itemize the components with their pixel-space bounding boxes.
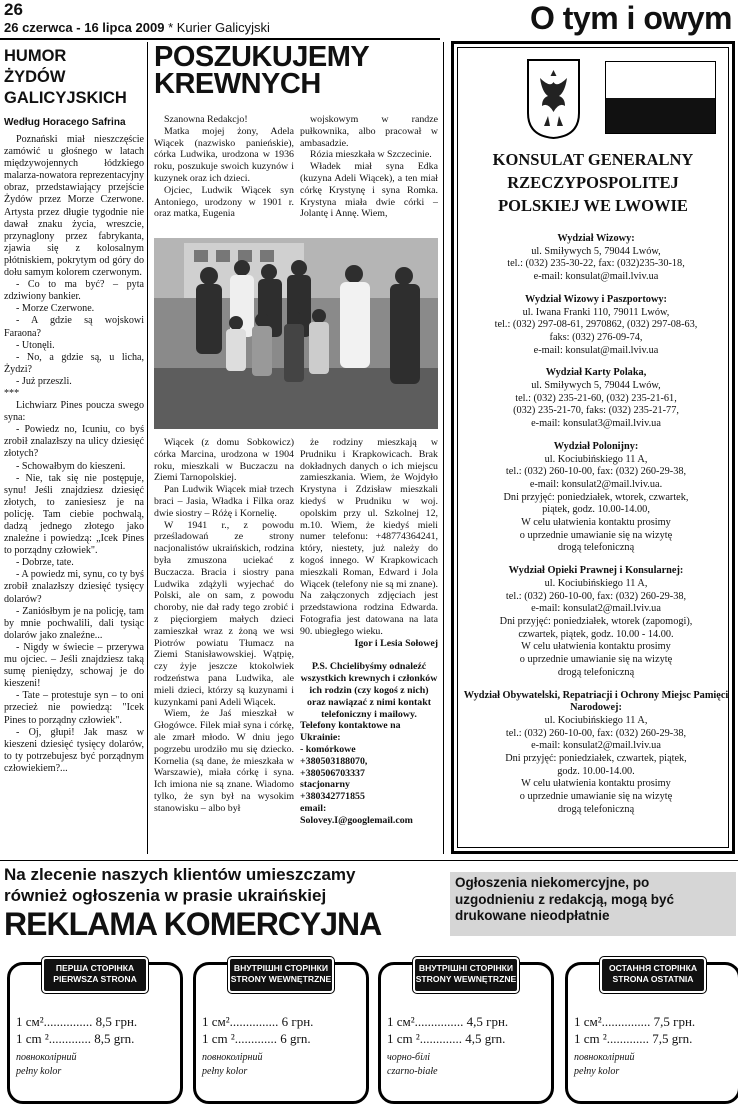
department-line: Dni przyjęć: poniedziałek, czwartek, piątek, [505, 753, 687, 765]
contact-landline-label: stacjonarny [300, 779, 350, 791]
price-card-tab-ua: ВНУТРІШНІ СТОРІНКИ [233, 963, 329, 973]
price-card-tab [42, 957, 148, 993]
department-line: Dni przyjęć: poniedziałek, wtorek, czwartek, [503, 491, 689, 503]
price-card-tab-pl: STRONY WEWNĘTRZNE [230, 974, 332, 984]
article-paragraph: W 1941 r., z powodu prześladowań ze strony nacjonalistów ukraińskich, rodzina była zmuszona uciekać z Buczacza. Bracia i siostry pana Ludwika zdążyli wyjechać do Polski, ale on sam, z powodu choroby, nie dał rady tego zrobić i z pięciorgiem małych dzieci zamieszkał wraz z żoną we wsi Piotrów powiatu Tłumacz na Ziemi Stanisławowskiej. Wątpię, czy żyje jeszcze ktokolwiek rodzeństwa pana Ludwika, ale mieli dzieci, którzy są kuzynami i kuzynkami pani Adeli Wiącek. [154, 519, 294, 708]
department-heading: Wydział Obywatelski, Repatriacji i Ochrony Miejsc Pamięci Narodowej: [463, 689, 729, 714]
article-title-line: KREWNYCH [154, 68, 321, 100]
issue-line [4, 20, 270, 35]
humor-paragraph: Lichwiarz Pines poucza swego syna: [4, 400, 144, 424]
department-line: ul. Kociubińskiego 11 A, [544, 453, 648, 465]
consulate-department [462, 690, 730, 817]
page-number: 26 [4, 0, 23, 19]
price-card-prices [574, 1013, 732, 1047]
department-line: Dni przyjęć: poniedziałek, wtorek (zapomogi), [499, 615, 693, 627]
col2-bottom-text [300, 437, 438, 638]
contact-email-label: email: [300, 802, 327, 814]
polish-eagle-emblem-icon [526, 58, 581, 140]
contact-mobile-label: - komórkowe [300, 743, 356, 755]
price-pl: 1 cm ²............. 6 grn. [202, 1031, 311, 1046]
ad-intro-line: również ogłoszenia w prasie ukraińskiej [4, 886, 327, 905]
price-pl: 1 cm ²............. 8,5 grn. [16, 1031, 135, 1046]
department-heading: Wydział Polonijny: [553, 440, 639, 452]
humor-paragraph: - Już przeszli. [16, 375, 72, 387]
humor-paragraph: - Morze Czerwone. [16, 303, 95, 315]
department-line: e-mail: konsulat2@mail.lviv.ua [531, 740, 661, 752]
price-card-note [387, 1051, 438, 1079]
humor-title [4, 46, 144, 109]
note-pl: pełny kolor [16, 1066, 62, 1077]
price-ua: 1 см²............... 6 грн. [202, 1014, 314, 1029]
humor-paragraph: - No, a gdzie są, u licha, Żydzi? [4, 351, 144, 375]
price-card [378, 962, 554, 1104]
consulate-box [451, 41, 735, 854]
price-card-tab [228, 957, 334, 993]
contact-mobile-2: +380506703337 [300, 767, 365, 779]
department-line: godz. 10.00-14.00. [557, 765, 635, 777]
price-card-prices [387, 1013, 545, 1047]
ad-intro [4, 864, 355, 906]
price-card-tab-pl: STRONA OSTATNIA [612, 974, 694, 984]
humor-paragraph: - Utonęli. [16, 339, 55, 351]
note-pl: czarno-białe [387, 1066, 438, 1077]
department-line: o uprzednie umawianie się na wizytę [519, 529, 673, 541]
article-paragraph: że rodziny mieszkają w Prudniku i Krapkowicach. Brak dokładnych danych o ich miejscu zamieszkania. Wiem, że Wojdyło Krystyna i Zdzisław mieszkali kiedyś w Prudniku w woj. opolskim przy ul. Szkolnej 12, m.10. Wiem, że kiedyś mieli numer telefonu: +48774364241, który, niestety, już należy do kogoś innego. W Krapkowicach mieszkali Roman, Edward i Jola Wiącek (telefony nie są mi znane). Na załączonych zdjęciach jest przedstawiona rodzina Edwarda. Fotografia jest datowana na lata 90. ubiegłego wieku. [300, 437, 438, 637]
article-paragraph: Szanowna Redakcjo! [164, 114, 248, 125]
issue-dates: 26 czerwca - 16 lipca 2009 [4, 20, 165, 35]
department-line: tel.: (032) 260-10-00, fax: (032) 260-29-38, [505, 590, 687, 602]
department-line: ul. Kociubińskiego 11 A, [544, 577, 648, 589]
price-ua: 1 см²............... 4,5 грн. [387, 1014, 509, 1029]
note-ua: повноколірний [574, 1052, 635, 1063]
department-line: e-mail: konsulat@mail.lviv.ua [533, 271, 659, 283]
department-line: o uprzednie umawianie się na wizytę [519, 654, 673, 666]
noncommercial-notice: Ogłoszenia niekomercyjne, po uzgodnieniu z redakcją, mogą być drukowane nieodpłatnie [450, 872, 736, 936]
note-ua: повноколірний [202, 1052, 263, 1063]
column-divider [147, 42, 148, 854]
department-line: czwartek, piątek, godz. 10.00 - 14.00. [518, 628, 674, 640]
price-card-note [574, 1051, 634, 1079]
article-col2-top [300, 114, 438, 220]
price-card-tab [600, 957, 706, 993]
humor-paragraph: - Co to ma być? – pyta zdziwiony bankier. [4, 279, 144, 303]
price-card-tab-ua: ОСТАННЯ СТОРІНКА [608, 963, 698, 973]
publication-name: * Kurier Galicyjski [164, 20, 270, 35]
family-photo-image [154, 238, 438, 429]
department-line: drogą telefoniczną [557, 542, 635, 554]
humor-text [4, 134, 144, 775]
humor-paragraph: - Oj, głupi! Jak masz w kieszeni dziesięć tysięcy dolarów, to ty potrzebujesz być porządnym człowiekiem?... [4, 726, 144, 774]
price-card-prices [202, 1013, 360, 1047]
consulate-inner-frame [457, 47, 729, 848]
note-pl: pełny kolor [202, 1066, 248, 1077]
contact-landline: +380342771855 [300, 791, 365, 803]
humor-column [4, 46, 144, 775]
price-card [7, 962, 183, 1104]
article-paragraph: Ojciec, Ludwik Wiącek syn Antoniego, urodzony w 1901 r. oraz matka, Eugenia [154, 184, 294, 220]
department-line: ul. Iwana Franki 110, 79011 Lwów, [522, 306, 670, 318]
section-title: O tym i owym [529, 0, 732, 36]
price-pl: 1 cm ²............. 4,5 grn. [387, 1031, 506, 1046]
humor-title-line: HUMOR [4, 47, 67, 65]
department-line: drogą telefoniczną [557, 666, 635, 678]
consulate-title [458, 148, 728, 217]
price-card-tab [413, 957, 519, 993]
note-ua: повноколірний [16, 1052, 77, 1063]
humor-paragraph: - Tate – protestuje syn – to oni przecież nie powiedzą: "Icek Pines to porządny człowiek". [4, 690, 144, 726]
price-ua: 1 см²............... 8,5 грн. [16, 1014, 138, 1029]
article-title-line: POSZUKUJEMY [154, 41, 370, 73]
consulate-department [462, 565, 730, 679]
article-paragraph: Pan Ludwik Wiącek miał trzech braci – Jasia, Władka i Filka oraz dwie siostry – Różę i Kornelię. [154, 484, 294, 519]
consulate-title-line: KONSULAT GENERALNY [492, 150, 694, 169]
consulate-department [462, 294, 730, 358]
price-card-note [202, 1051, 262, 1079]
consulate-department [462, 441, 730, 555]
article-col2-bottom [300, 437, 438, 827]
price-card-tab-pl: STRONY WEWNĘTRZNE [415, 974, 517, 984]
article-paragraph: wojskowym w randze pułkownika, albo pracował w ambasadzie. [300, 114, 438, 149]
department-line: W celu ułatwienia kontaktu prosimy [521, 517, 671, 529]
article-title [154, 41, 370, 100]
department-line: tel.: (032) 235-30-22, fax: (032)235-30-18, [507, 258, 685, 270]
consulate-department [462, 233, 730, 284]
department-heading: Wydział Wizowy: [557, 233, 635, 244]
price-card-tab-ua: ВНУТРІШНІ СТОРІНКИ [418, 963, 514, 973]
humor-paragraph: - Nigdy w świecie – przerywa mu ojciec. – Jeśli znajdziesz taką sumę pieniędzy, schowaj je do kieszeni! [4, 641, 144, 690]
article-paragraph: Rózia mieszkała w Szczecinie. [310, 149, 432, 161]
price-card-prices [16, 1013, 174, 1047]
humor-paragraph: - A gdzie są wojskowi Faraona? [4, 315, 144, 339]
ad-intro-line: Na zlecenie naszych klientów umieszczamy [4, 865, 356, 884]
article-ps: P.S. Chcielibyśmy odnaleźć wszystkich krewnych i członków ich rodzin (czy kogoś z nich) oraz nawiązać z nimi kontakt telefoniczny i mailowy. [300, 661, 438, 720]
price-ua: 1 см²............... 7,5 грн. [574, 1014, 696, 1029]
price-card [565, 962, 738, 1104]
department-line: ul. Kociubińskiego 11 A, [544, 714, 648, 726]
department-line: (032) 235-21-70, faks: (032) 235-21-77, [513, 405, 679, 417]
price-card-tab-ua: ПЕРША СТОРІНКА [55, 963, 135, 973]
article-paragraph: Matka mojej żony, Adela Wiącek (nazwisko panieńskie), córka Ludwika, urodzona w 1936 roku, poszukuje swoich kuzynów i kuzynek oraz ich dzieci. [154, 125, 294, 184]
department-line: ul. Smiływych 5, 79044 Lwów, [531, 380, 661, 392]
humor-paragraph: - Powiedz no, Icuniu, co byś zrobił znalazłszy na ulicy dziesięć złotych? [4, 424, 144, 460]
price-card-tab-pl: PIERWSZA STRONA [53, 974, 137, 984]
department-line: piątek, godz. 10.00-14.00, [542, 504, 650, 516]
humor-byline: Według Horacego Safrina [4, 117, 126, 128]
article-col1-top [154, 114, 294, 220]
humor-paragraph: - Dobrze, tate. [16, 557, 74, 569]
department-heading: Wydział Karty Polaka, [545, 367, 647, 379]
price-card [193, 962, 369, 1104]
humor-paragraph: Poznański miał nieszczęście zamówić u głośnego w latach międzywojennych łódzkiego malarza-nowatora reprezentacyjny obraz, przedstawiający przejście Żydów przez Morze Czerwone. Artysta przez długie tygodnie nie dawał znaku życia, wreszcie, przynaglony przez fabrykanta, zjawia się z kolosalnym płótniskiem, pokrytym od góry do dołu samym kolorem czerwonym. [4, 134, 144, 279]
humor-paragraph: - A powiedz mi, synu, co ty byś zrobił znalazłszy dziesięć tysięcy dolarów? [4, 569, 144, 605]
department-line: o uprzednie umawianie się na wizytę [519, 791, 673, 803]
article-signature: Igor i Lesia Sołowej [354, 637, 438, 649]
department-heading: Wydział Wizowy i Paszportowy: [525, 293, 667, 305]
header-rule [0, 38, 440, 40]
contact-email: Solovey.I@googlemail.com [300, 814, 413, 826]
department-line: drogą telefoniczną [557, 803, 635, 815]
consulate-title-line: RZECZYPOSPOLITEJ [507, 173, 679, 192]
department-line: e-mail: konsulat2@mail.lviv.ua [531, 603, 661, 615]
department-line: e-mail: konsulat3@mail.lviv.ua [531, 418, 661, 430]
department-line: tel.: (032) 260-10-00, fax: (032) 260-29-38, [505, 727, 687, 739]
department-line: ul. Smiływych 5, 79044 Lwów, [531, 245, 661, 257]
article-col1-bottom [154, 437, 294, 815]
price-card-note [16, 1051, 76, 1079]
department-line: faks: (032) 276-09-74, [549, 331, 643, 343]
humor-title-line: ŻYDÓW [4, 68, 66, 86]
contact-block [300, 720, 438, 826]
department-line: W celu ułatwienia kontaktu prosimy [521, 778, 671, 790]
ad-headline: REKLAMA KOMERCYJNA [4, 906, 382, 942]
humor-paragraph: - Zaniósłbym je na policję, tam by mnie pochwalili, dali tysiąc dolarów jako znaleźne... [4, 605, 144, 641]
bottom-rule [0, 860, 738, 861]
department-line: tel.: (032) 260-10-00, fax: (032) 260-29-38, [505, 466, 687, 478]
family-photo [154, 238, 438, 429]
consulate-department [462, 367, 730, 431]
department-line: W celu ułatwienia kontaktu prosimy [521, 641, 671, 653]
consulate-title-line: POLSKIEJ WE LWOWIE [498, 196, 688, 215]
consulate-departments [462, 233, 730, 827]
polish-flag-icon [605, 61, 716, 134]
humor-paragraph: *** [4, 387, 20, 399]
humor-title-line: GALICYJSKICH [4, 89, 127, 107]
article-paragraph: Wiem, że Jaś mieszkał w Głogówce. Filek miał syna i córkę, ale zmarł młodo. W dniu jego pogrzebu urodziło mu się dziecko. Kornelia (są dane, że mieszkała w Warszawie), miała córkę i syna. Ich imiona nie są znane. Wiadomo tylko, że syn był na wysokim stanowisku – albo był [154, 708, 294, 814]
price-pl: 1 cm ²............. 7,5 grn. [574, 1031, 693, 1046]
department-line: tel.: (032) 235-21-60, (032) 235-21-61, [515, 392, 677, 404]
note-ua: чорно-білі [387, 1052, 431, 1063]
article-paragraph: Władek miał syna Edka (kuzyna Adeli Wiącek), a ten miał córkę Krystynę i syna Romka. Krystyna miała dwie córki – Jolantę i Annę. Wiem, [300, 161, 438, 220]
department-line: tel.: (032) 297-08-61, 2970862, (032) 297-08-63, [494, 319, 698, 331]
humor-paragraph: - Schowałbym do kieszeni. [16, 460, 126, 472]
department-heading: Wydział Opieki Prawnej i Konsularnej: [508, 565, 684, 577]
department-line: e-mail: konsulat2@mail.lviv.ua. [529, 478, 663, 490]
column-divider [443, 42, 444, 854]
contact-heading: Telefony kontaktowe na Ukrainie: [300, 720, 401, 744]
department-line: e-mail: konsulat@mail.lviv.ua [533, 344, 659, 356]
note-pl: pełny kolor [574, 1066, 620, 1077]
article-paragraph: Wiącek (z domu Sobkowicz) córka Marcina, urodzona w 1904 roku, mieszkali w Buczaczu na Ziemi Tarnopolskiej. [154, 437, 294, 484]
humor-paragraph: - Nie, tak się nie postępuje, synu! Jeśli znajdziesz dziesięć złotych, to zaniesiesz je na policję. Tam ciebie pochwalą, dadzą jednego złotego jako znaleźne i powiedzą: „Icek Pines to porządny człowiek". [4, 472, 144, 557]
contact-mobile-1: +380503188070, [300, 755, 368, 767]
